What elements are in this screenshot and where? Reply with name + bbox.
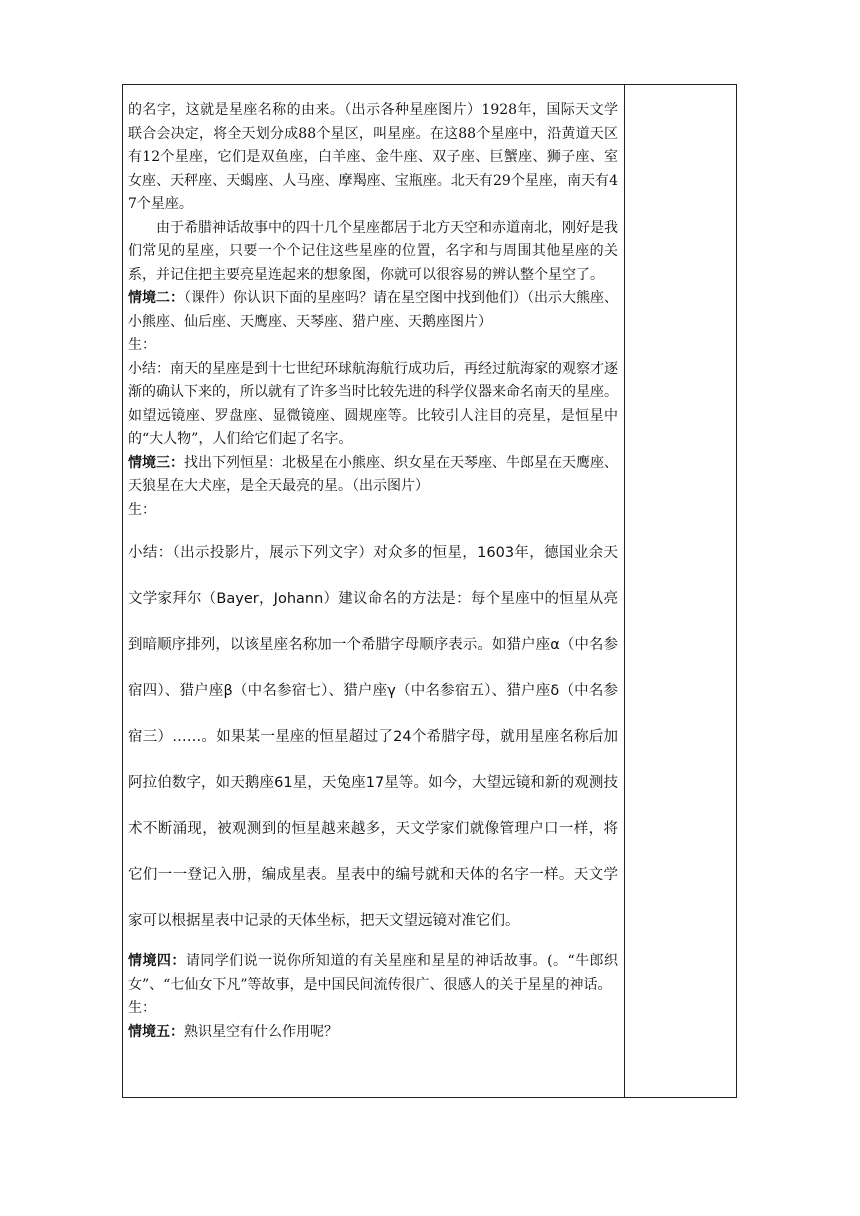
scenario-three-label: 情境三： <box>128 454 184 471</box>
paragraph-constellation-origin: 的名字，这就是星座名称的由来。（出示各种星座图片）1928年，国际天文学联合会决定，将全天划分成88个星区，叫星座。在这88个星座中，沿黄道天区有12个星座，它们是双鱼座，白羊座、金牛座、双子座、巨蟹座、狮子座、室女座、天秤座、天蝎座、人马座、摩羯座、宝瓶座。北天有29个星座，南天有47个星座。 <box>128 102 618 212</box>
scenario-four-label: 情境四： <box>128 953 186 969</box>
summary-star-naming-body: 对众多的恒星，1603年，德国业余天文学家拜尔（Bayer，Johann）建议命名的方法是：每个星座中的恒星从亮到暗顺序排列，以该星座名称加一个希腊字母顺序表示。如猎户座α（中名参宿四）、猎户座β（中名参宿七）、猎户座γ（中名参宿五）、猎户座δ（中名参宿三）……。如果某一星座的恒星超过了24个希腊字母，就用星座名称后加阿拉伯数字，如天鹅座61星，天兔座17星等。如今，大望远镜和新的观测技术不断涌现，被观测到的恒星越来越多，天文学家们就像管理户口一样，将它们一一登记入册，编成星表。星表中的编号就和天体的名字一样。天文学家可以根据星表中记录的天体坐标，把天文望远镜对准它们。 <box>128 545 619 929</box>
summary-southern-constellations: 小结：南天的星座是到十七世纪环球航海航行成功后，再经过航海家的观察才逐渐的确认下来的，所以就有了许多当时比较先进的科学仪器来命名南天的星座。如望远镜座、罗盘座、显微镜座、圆规座等。比较引人注目的亮星，是恒星中的“大人物”，人们给它们起了名字。 <box>128 360 618 447</box>
scenario-five-label: 情境五： <box>128 1023 184 1040</box>
lesson-content-cell <box>128 99 618 1044</box>
scenario-three-text: 找出下列恒星：北极星在小熊座、织女星在天琴座、牛郎星在天鹰座、天狼星在大犬座，是全天最亮的星。（出示图片） <box>128 454 618 494</box>
scenario-four-text: 请同学们说一说你所知道的有关星座和星星的神话故事。(。“牛郎织女”、“七仙女下凡”等故事，是中国民间流传很广、很感人的关于星星的神话。 <box>128 953 618 993</box>
scenario-five-text: 熟识星空有什么作用呢？ <box>184 1023 338 1040</box>
column-divider <box>624 84 625 1098</box>
scenario-two-text: （课件）你认识下面的星座吗？请在星空图中找到他们）（出示大熊座、小熊座、仙后座、天鹰座、天琴座、猎户座、天鹅座图片） <box>128 290 618 330</box>
scenario-two <box>128 287 618 334</box>
scenario-three <box>128 452 618 499</box>
scenario-five <box>128 1021 618 1045</box>
student-response-3: 生： <box>128 1000 156 1016</box>
student-response-2: 生： <box>128 501 156 518</box>
scenario-four <box>128 950 618 997</box>
paragraph-greek-myth: 由于希腊神话故事中的四十几个星座都居于北方天空和赤道南北，刚好是我们常见的星座，只要一个个记住这些星座的位置，名字和与周围其他星座的关系，并记住把主要亮星连起来的想象图，你就可以很容易的辨认整个星空了。 <box>128 219 618 283</box>
scenario-two-label: 情境二： <box>128 290 184 306</box>
summary-star-naming <box>128 530 618 944</box>
student-response-1: 生： <box>128 337 156 353</box>
summary-star-naming-prefix: 小结：（出示投影片，展示下列文字） <box>128 545 374 561</box>
